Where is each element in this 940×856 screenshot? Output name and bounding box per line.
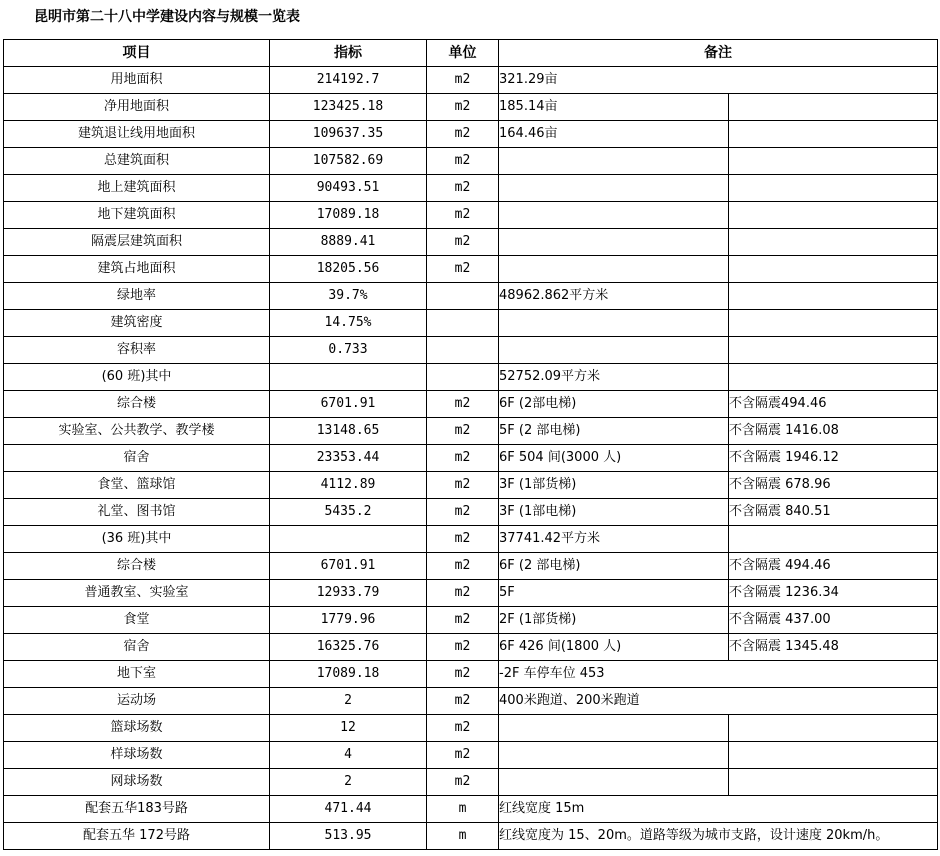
table-row bbox=[4, 391, 938, 418]
value-cell: 14.75% bbox=[270, 310, 427, 337]
value-cell: 214192.7 bbox=[270, 67, 427, 94]
unit-cell: m2 bbox=[427, 445, 499, 472]
value-cell: 12 bbox=[270, 715, 427, 742]
note-extra-cell: 不含隔震 678.96 bbox=[729, 472, 938, 499]
note-extra-cell bbox=[729, 121, 938, 148]
table-row bbox=[4, 310, 938, 337]
value-cell: 471.44 bbox=[270, 796, 427, 823]
unit-cell: m2 bbox=[427, 229, 499, 256]
value-cell bbox=[270, 526, 427, 553]
note-extra-cell bbox=[729, 148, 938, 175]
table-row bbox=[4, 229, 938, 256]
note-extra-cell: 不含隔震 494.46 bbox=[729, 553, 938, 580]
note-extra-cell: 不含隔震 1416.08 bbox=[729, 418, 938, 445]
table-row bbox=[4, 769, 938, 796]
note-extra-cell: 不含隔震 437.00 bbox=[729, 607, 938, 634]
note-extra-cell: 不含隔震 1236.34 bbox=[729, 580, 938, 607]
value-cell: 8889.41 bbox=[270, 229, 427, 256]
note-cell bbox=[499, 148, 729, 175]
value-cell: 39.7% bbox=[270, 283, 427, 310]
note-cell: 37741.42平方米 bbox=[499, 526, 729, 553]
value-cell: 90493.51 bbox=[270, 175, 427, 202]
note-extra-cell bbox=[729, 742, 938, 769]
value-cell: 6701.91 bbox=[270, 391, 427, 418]
item-cell: (36 班)其中 bbox=[4, 526, 270, 553]
note-extra-cell bbox=[729, 229, 938, 256]
item-cell: (60 班)其中 bbox=[4, 364, 270, 391]
note-extra-cell bbox=[729, 337, 938, 364]
unit-cell: m2 bbox=[427, 607, 499, 634]
item-cell: 容积率 bbox=[4, 337, 270, 364]
item-cell: 宿舍 bbox=[4, 634, 270, 661]
note-extra-cell: 不含隔震494.46 bbox=[729, 391, 938, 418]
note-cell bbox=[499, 175, 729, 202]
unit-cell: m2 bbox=[427, 715, 499, 742]
table-row bbox=[4, 472, 938, 499]
note-cell: 红线宽度为 15、20m。道路等级为城市支路，设计速度 20km/h。 bbox=[499, 823, 938, 850]
table-row bbox=[4, 256, 938, 283]
unit-cell: m2 bbox=[427, 121, 499, 148]
note-extra-cell: 不含隔震 1946.12 bbox=[729, 445, 938, 472]
note-cell: 3F (1部货梯) bbox=[499, 472, 729, 499]
item-cell: 宿舍 bbox=[4, 445, 270, 472]
note-cell: 6F (2 部电梯) bbox=[499, 553, 729, 580]
unit-cell: m2 bbox=[427, 148, 499, 175]
document-title: 昆明市第二十八中学建设内容与规模一览表 bbox=[34, 9, 300, 25]
note-extra-cell: 不含隔震 1345.48 bbox=[729, 634, 938, 661]
value-cell: 6701.91 bbox=[270, 553, 427, 580]
note-cell bbox=[499, 310, 729, 337]
unit-cell: m2 bbox=[427, 94, 499, 121]
note-extra-cell bbox=[729, 283, 938, 310]
item-cell: 用地面积 bbox=[4, 67, 270, 94]
unit-cell: m2 bbox=[427, 418, 499, 445]
note-extra-cell bbox=[729, 202, 938, 229]
note-cell bbox=[499, 202, 729, 229]
unit-cell bbox=[427, 283, 499, 310]
item-cell: 地下建筑面积 bbox=[4, 202, 270, 229]
unit-cell: m2 bbox=[427, 526, 499, 553]
note-cell: 185.14亩 bbox=[499, 94, 729, 121]
value-cell: 13148.65 bbox=[270, 418, 427, 445]
unit-cell: m2 bbox=[427, 553, 499, 580]
note-cell: 6F (2部电梯) bbox=[499, 391, 729, 418]
value-cell: 1779.96 bbox=[270, 607, 427, 634]
item-cell: 净用地面积 bbox=[4, 94, 270, 121]
unit-cell bbox=[427, 310, 499, 337]
note-cell: 3F (1部电梯) bbox=[499, 499, 729, 526]
value-cell: 17089.18 bbox=[270, 661, 427, 688]
unit-cell: m2 bbox=[427, 769, 499, 796]
table-row bbox=[4, 688, 938, 715]
item-cell: 综合楼 bbox=[4, 553, 270, 580]
note-cell: 6F 426 间(1800 人) bbox=[499, 634, 729, 661]
unit-cell: m2 bbox=[427, 742, 499, 769]
table-row bbox=[4, 499, 938, 526]
note-cell bbox=[499, 742, 729, 769]
unit-cell: m2 bbox=[427, 391, 499, 418]
table-row bbox=[4, 364, 938, 391]
note-extra-cell bbox=[729, 364, 938, 391]
table-row bbox=[4, 283, 938, 310]
table-row bbox=[4, 337, 938, 364]
note-cell bbox=[499, 715, 729, 742]
note-cell: 52752.09平方米 bbox=[499, 364, 729, 391]
table-row bbox=[4, 94, 938, 121]
value-cell: 0.733 bbox=[270, 337, 427, 364]
note-extra-cell bbox=[729, 715, 938, 742]
unit-cell: m2 bbox=[427, 472, 499, 499]
item-cell: 样球场数 bbox=[4, 742, 270, 769]
construction-table bbox=[3, 39, 938, 850]
value-cell: 2 bbox=[270, 769, 427, 796]
item-cell: 篮球场数 bbox=[4, 715, 270, 742]
note-extra-cell bbox=[729, 526, 938, 553]
table-row bbox=[4, 148, 938, 175]
table-row bbox=[4, 742, 938, 769]
header-row bbox=[4, 40, 938, 67]
value-cell: 12933.79 bbox=[270, 580, 427, 607]
value-cell: 23353.44 bbox=[270, 445, 427, 472]
unit-cell: m2 bbox=[427, 661, 499, 688]
note-cell bbox=[499, 256, 729, 283]
note-cell: 2F (1部货梯) bbox=[499, 607, 729, 634]
note-cell: 5F (2 部电梯) bbox=[499, 418, 729, 445]
note-cell: -2F 车停车位 453 bbox=[499, 661, 938, 688]
value-cell: 16325.76 bbox=[270, 634, 427, 661]
item-cell: 普通教室、实验室 bbox=[4, 580, 270, 607]
item-cell: 地上建筑面积 bbox=[4, 175, 270, 202]
note-cell: 5F bbox=[499, 580, 729, 607]
note-extra-cell bbox=[729, 310, 938, 337]
note-cell: 321.29亩 bbox=[499, 67, 938, 94]
unit-cell: m2 bbox=[427, 256, 499, 283]
value-cell: 513.95 bbox=[270, 823, 427, 850]
unit-cell bbox=[427, 337, 499, 364]
item-cell: 食堂、篮球馆 bbox=[4, 472, 270, 499]
header-item: 项目 bbox=[4, 40, 270, 67]
table-row bbox=[4, 202, 938, 229]
unit-cell: m2 bbox=[427, 688, 499, 715]
value-cell bbox=[270, 364, 427, 391]
note-extra-cell bbox=[729, 175, 938, 202]
header-unit: 单位 bbox=[427, 40, 499, 67]
note-extra-cell: 不含隔震 840.51 bbox=[729, 499, 938, 526]
note-cell: 红线宽度 15m bbox=[499, 796, 938, 823]
value-cell: 123425.18 bbox=[270, 94, 427, 121]
item-cell: 配套五华183号路 bbox=[4, 796, 270, 823]
note-extra-cell bbox=[729, 94, 938, 121]
unit-cell: m2 bbox=[427, 499, 499, 526]
note-extra-cell bbox=[729, 256, 938, 283]
table-row bbox=[4, 526, 938, 553]
unit-cell: m bbox=[427, 796, 499, 823]
item-cell: 建筑占地面积 bbox=[4, 256, 270, 283]
value-cell: 5435.2 bbox=[270, 499, 427, 526]
item-cell: 配套五华 172号路 bbox=[4, 823, 270, 850]
table-row bbox=[4, 175, 938, 202]
table-row bbox=[4, 715, 938, 742]
item-cell: 网球场数 bbox=[4, 769, 270, 796]
table-row bbox=[4, 634, 938, 661]
table-row bbox=[4, 553, 938, 580]
unit-cell: m2 bbox=[427, 580, 499, 607]
item-cell: 运动场 bbox=[4, 688, 270, 715]
item-cell: 食堂 bbox=[4, 607, 270, 634]
table-row bbox=[4, 661, 938, 688]
header-note: 备注 bbox=[499, 40, 938, 67]
unit-cell: m2 bbox=[427, 202, 499, 229]
value-cell: 107582.69 bbox=[270, 148, 427, 175]
item-cell: 隔震层建筑面积 bbox=[4, 229, 270, 256]
table-row bbox=[4, 67, 938, 94]
table-row bbox=[4, 607, 938, 634]
table-row bbox=[4, 796, 938, 823]
unit-cell: m2 bbox=[427, 634, 499, 661]
value-cell: 2 bbox=[270, 688, 427, 715]
note-cell: 48962.862平方米 bbox=[499, 283, 729, 310]
table-row bbox=[4, 121, 938, 148]
table-row bbox=[4, 418, 938, 445]
note-cell bbox=[499, 337, 729, 364]
item-cell: 地下室 bbox=[4, 661, 270, 688]
item-cell: 礼堂、图书馆 bbox=[4, 499, 270, 526]
note-cell bbox=[499, 769, 729, 796]
table-row bbox=[4, 823, 938, 850]
note-cell bbox=[499, 229, 729, 256]
value-cell: 17089.18 bbox=[270, 202, 427, 229]
unit-cell: m2 bbox=[427, 175, 499, 202]
value-cell: 109637.35 bbox=[270, 121, 427, 148]
item-cell: 建筑退让线用地面积 bbox=[4, 121, 270, 148]
value-cell: 4 bbox=[270, 742, 427, 769]
table-row bbox=[4, 580, 938, 607]
item-cell: 总建筑面积 bbox=[4, 148, 270, 175]
table-row bbox=[4, 445, 938, 472]
note-cell: 164.46亩 bbox=[499, 121, 729, 148]
value-cell: 18205.56 bbox=[270, 256, 427, 283]
note-extra-cell bbox=[729, 769, 938, 796]
unit-cell: m2 bbox=[427, 67, 499, 94]
note-cell: 6F 504 间(3000 人) bbox=[499, 445, 729, 472]
unit-cell bbox=[427, 364, 499, 391]
value-cell: 4112.89 bbox=[270, 472, 427, 499]
item-cell: 实验室、公共教学、教学楼 bbox=[4, 418, 270, 445]
unit-cell: m bbox=[427, 823, 499, 850]
note-cell: 400米跑道、200米跑道 bbox=[499, 688, 938, 715]
item-cell: 建筑密度 bbox=[4, 310, 270, 337]
header-value: 指标 bbox=[270, 40, 427, 67]
item-cell: 绿地率 bbox=[4, 283, 270, 310]
item-cell: 综合楼 bbox=[4, 391, 270, 418]
